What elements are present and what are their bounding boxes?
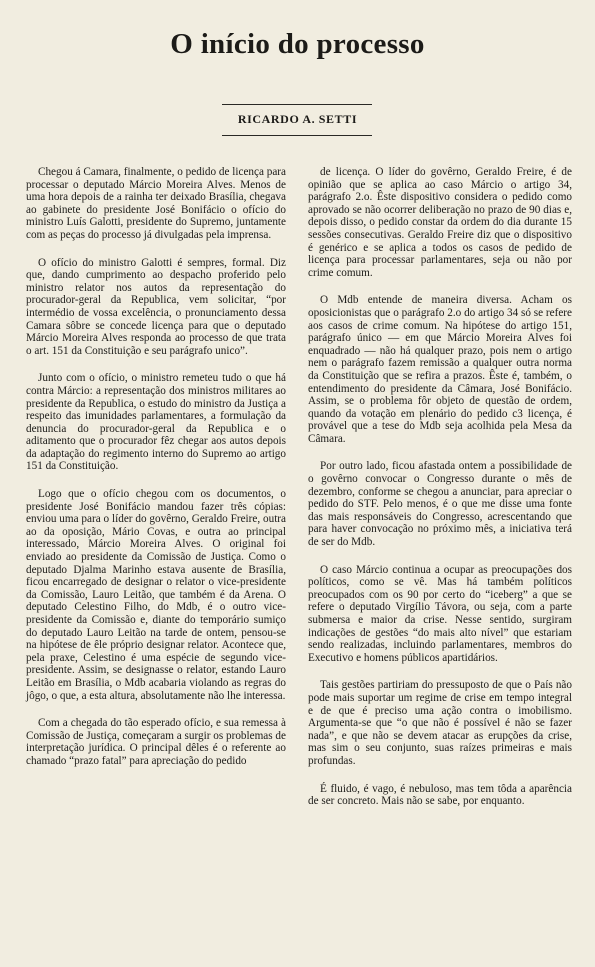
paragraph: Tais gestões partiriam do pressuposto de que o País não pode mais suportar um regime de crise em tempo integral e de que é preciso uma ação contra o imobilismo. Argumenta-se que “o que não é possível é não se fazer nada”, e que não se devem atacar as erupções da crise, mas sim o seu conjunto, suas raízes primeiras e mais profundas.	[308, 679, 572, 767]
paragraph: Junto com o ofício, o ministro remeteu tudo o que há contra Márcio: a representação dos ministros militares ao presidente da Republica, o estudo do ministro da Justiça a respeito das imunidades parlamentares, a formulação da denuncia do procurador-geral da Republica e o aditamento que o procurador fêz chegar aos autos depois da adaptação do regimento interno do Supremo ao artigo 151 da Constituição.	[26, 372, 286, 473]
byline-rule-top	[222, 104, 372, 105]
paragraph: Por outro lado, ficou afastada ontem a possibilidade de o govêrno convocar o Congresso durante o mês de dezembro, conforme se chegou a anunciar, para apreciar o pedido do STF. Pelo menos, é o que me disse uma fonte das mais responsáveis do Congresso, acrescentando que para haver convocação no próximo mês, a iniciativa terá de ser do Mdb.	[308, 460, 572, 549]
left-column	[26, 166, 286, 768]
paragraph: Chegou á Camara, finalmente, o pedido de licença para processar o deputado Márcio Moreira Alves. Menos de uma hora depois de a rainha ter deixado Brasília, chegava ao gabinete do presidente José Bonifácio o ofício do ministro Luís Galotti, presidente do Supremo, juntamente com as peças do processo já divulgadas pela imprensa.	[26, 166, 286, 241]
paragraph: O ofício do ministro Galotti é sempres, formal. Diz que, dando cumprimento ao despacho proferido pelo ministro relator nos autos da representação do procurador-geral da Republica, vem solicitar, “por intermédio de vossa excelência, o pronunciamento dessa Camara sôbre se concede licença para que o deputado Márcio Moreira Alves responda ao processo de que trata o art. 151 da Constituição e seu parágrafo unico”.	[26, 256, 286, 357]
paragraph: O Mdb entende de maneira diversa. Acham os oposicionistas que o parágrafo 2.o do artigo 34 só se refere aos casos de crime comum. Na hipótese do artigo 151, parágrafo único — em que Márcio Moreira Alves foi enquadrado — não há qualquer prazo, pois nem o artigo nem o parágrafo fazem remissão a qualquer outra norma da Constituição que se refira a prazos. Êste é, também, o entendimento do presidente da Câmara, José Bonifácio. Assim, se o problema fôr objeto de questão de ordem, quando da votação em plenário do pedido c3 licença, é provável que a tese do Mdb seja acolhida pela Mesa da Câmara.	[308, 294, 572, 445]
byline-rule-bottom	[222, 135, 372, 136]
paragraph: Com a chegada do tão esperado ofício, e sua remessa à Comissão de Justiça, começaram a surgir os problemas de interpretação jurídica. O principal dêles é o referente ao chamado “prazo fatal” para apreciação do pedido	[26, 717, 286, 767]
paragraph: de licença. O líder do govêrno, Geraldo Freire, é de opinião que se aplica ao caso Márcio o artigo 34, parágrafo 2.o. Êste dispositivo considera o pedido como aprovado se não ocorrer deliberação no prazo de 90 dias e, depois disso, o pedido constar da ordem do dia durante 15 sessões consecutivas. Geraldo Freire diz que o dispositivo é genérico e se aplica a todos os casos de pedido de licença para processar parlamentares, seja ou não por crime comum.	[308, 166, 572, 279]
byline: RICARDO A. SETTI	[237, 112, 358, 126]
right-column	[308, 166, 572, 808]
paragraph: O caso Márcio continua a ocupar as preocupações dos políticos, como se vê. Mas há também políticos preocupados com os 90 por certo do “iceberg” a que se refere o deputado Virgílio Távora, ou seja, com a parte submersa e maior da crise. Nesse sentido, surgiram indicações de gestões “do mais alto nível” que estariam sendo realizadas, incluindo parlamentares, membros do Executivo e homens públicos apartidários.	[308, 563, 572, 664]
paragraph: É fluido, é vago, é nebuloso, mas tem tôda a aparência de ser concreto. Mais não se sabe, por enquanto.	[308, 782, 572, 808]
headline: O início do processo	[170, 28, 425, 60]
paragraph: Logo que o ofício chegou com os documentos, o presidente José Bonifácio mandou fazer três cópias: enviou uma para o líder do govêrno, Geraldo Freire, outra ao da oposição, Mário Covas, e outra ao principal interessado, Márcio Moreira Alves. O original foi enviado ao presidente da Comissão de Justiça. Como o deputado Djalma Marinho estava ausente de Brasília, ficou encarregado de designar o relator o vice-presidente da Comissão, Lauro Leitão, que também é da Arena. O deputado Celestino Filho, do Mdb, é o outro vice-presidente da Comissão e, diante do temporário sumiço do deputado Lauro Leitão na tarde de ontem, pensou-se na hipótese de êle próprio designar relator. Acontece que, pela praxe, Celestino é uma espécie de segundo vice-presidente. Assim, se designasse o relator, estando Lauro Leitão em Brasília, o Mdb acabaria violando as regras do jôgo, o que, a esta altura, absolutamente não lhe interessa.	[26, 488, 286, 702]
